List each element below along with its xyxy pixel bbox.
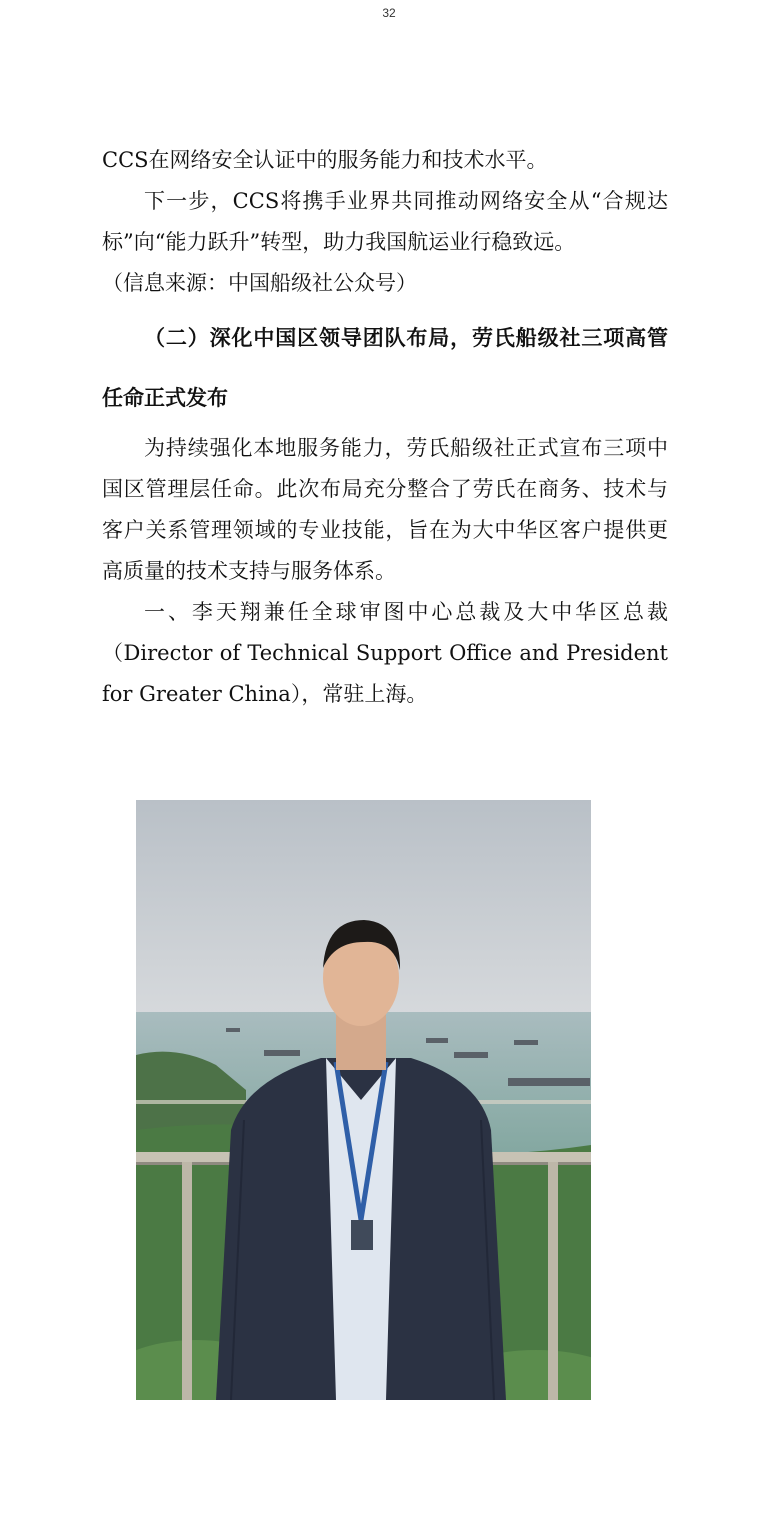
page-number: 32 bbox=[382, 6, 396, 20]
paragraph-appointments: 为持续强化本地服务能力，劳氏船级社正式宣布三项中国区管理层任命。此次布局充分整合了劳氏在商务、技术与客户关系管理领域的专业技能，旨在为大中华区客户提供更高质量的技术支持与服务体系。 bbox=[102, 436, 668, 583]
paragraph-first-appointment: 一、李天翔兼任全球审图中心总裁及大中华区总裁（Director of Technical Support Office and President for Greater China），常驻上海。 bbox=[102, 600, 668, 706]
source-note: （信息来源：中国船级社公众号） bbox=[102, 271, 417, 295]
section-heading: （二）深化中国区领导团队布局，劳氏船级社三项高管任命正式发布 bbox=[102, 325, 668, 410]
portrait-photo bbox=[136, 800, 591, 1400]
paragraph-next-step: 下一步，CCS将携手业界共同推动网络安全从“合规达标”向“能力跃升”转型，助力我国航运业行稳致远。 bbox=[102, 189, 668, 254]
document-body bbox=[102, 140, 668, 715]
paragraph-ccs-capability: CCS在网络安全认证中的服务能力和技术水平。 bbox=[102, 148, 548, 172]
